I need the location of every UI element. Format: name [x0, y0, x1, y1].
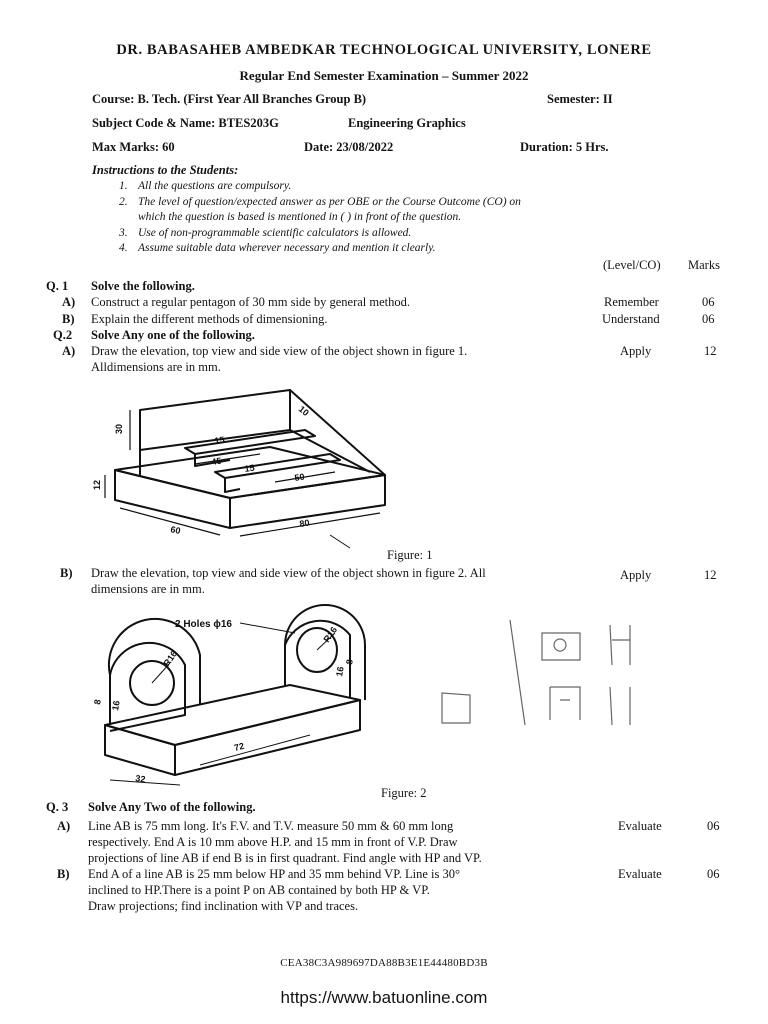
- dim-label-45: 45: [210, 455, 223, 467]
- semester: Semester: II: [547, 92, 613, 106]
- step-4: [225, 478, 240, 492]
- question-title: Solve Any one of the following.: [91, 328, 255, 342]
- question-number: Q. 3: [46, 800, 69, 814]
- question-text: Line AB is 75 mm long. It's F.V. and T.V. measure 50 mm & 60 mm long: [88, 819, 454, 833]
- dim-label-80: 80: [298, 517, 311, 529]
- dim-label-15b: 15: [243, 462, 256, 474]
- instruction-number: 2.: [119, 196, 128, 208]
- subquestion-label: B): [62, 312, 75, 326]
- question-text-cont: projections of line AB if end B is in first quadrant. Find angle with HP and VP.: [88, 851, 482, 865]
- holes-label: 2 Holes ϕ16: [175, 619, 232, 630]
- subject-code: Subject Code & Name: BTES203G: [92, 116, 279, 130]
- dim-label-16-left: 16: [110, 699, 122, 712]
- question-marks: 06: [702, 312, 715, 326]
- dim-label-60: 60: [169, 524, 182, 537]
- dim-line-72: [200, 735, 310, 765]
- figure-2-caption: Figure: 2: [381, 786, 427, 800]
- instruction-text: All the questions are compulsory.: [138, 180, 292, 192]
- dim-label-10: 10: [296, 403, 311, 418]
- instruction-item: [119, 196, 521, 208]
- question-text: Draw the elevation, top view and side view of the object shown in figure 1.: [91, 344, 468, 358]
- dim-label-r16-left: R16: [161, 648, 180, 669]
- instruction-text-cont: which the question is based is mentioned in ( ) in front of the question.: [138, 211, 462, 223]
- subquestion-label: B): [57, 867, 70, 881]
- subquestion-label: A): [62, 344, 76, 358]
- subquestion-label: B): [60, 566, 73, 580]
- instruction-text: The level of question/expected answer as per OBE or the Course Outcome (CO) on: [138, 196, 521, 208]
- left-upright: [109, 619, 200, 725]
- exam-title: Regular End Semester Examination – Summer 2022: [239, 68, 529, 83]
- dim-label-16-right: 16: [334, 665, 346, 678]
- instruction-item: [119, 242, 436, 254]
- slope-edge: [290, 390, 385, 475]
- dim-label-72: 72: [233, 740, 246, 753]
- base-front-face: [105, 725, 175, 775]
- question-title: Solve the following.: [91, 279, 195, 293]
- duration: Duration: 5 Hrs.: [520, 140, 609, 154]
- dim-label-32: 32: [134, 773, 147, 785]
- question-marks: 12: [704, 568, 717, 582]
- base-front-face: [115, 470, 230, 528]
- question-text-cont: inclined to HP.There is a point P on AB contained by both HP & VP.: [88, 883, 430, 897]
- question-title: Solve Any Two of the following.: [88, 800, 256, 814]
- question-level: Evaluate: [618, 819, 662, 833]
- paper-code: CEA38C3A989697DA88B3E1E44480BD3B: [280, 957, 488, 969]
- level-column-header: (Level/CO): [603, 258, 661, 272]
- subject-name: Engineering Graphics: [348, 116, 466, 130]
- instruction-text: Use of non-programmable scientific calculators is allowed.: [138, 227, 412, 239]
- question-text: End A of a line AB is 25 mm below HP and 35 mm behind VP. Line is 30°: [88, 867, 461, 881]
- subquestion-label: A): [62, 295, 76, 309]
- question-marks: 06: [702, 295, 715, 309]
- question-number: Q.2: [53, 328, 73, 342]
- instruction-number: 4.: [119, 242, 128, 254]
- question-marks: 06: [707, 867, 720, 881]
- question-number: Q. 1: [46, 279, 69, 293]
- instruction-number: 1.: [119, 180, 128, 192]
- leader-line: [330, 535, 350, 548]
- instruction-item: [119, 180, 292, 192]
- instruction-number: 3.: [119, 227, 128, 239]
- question-text-cont: dimensions are in mm.: [91, 582, 205, 596]
- question-text-cont: Draw projections; find inclination with VP and traces.: [88, 899, 359, 913]
- subquestion-label: A): [57, 819, 71, 833]
- question-marks: 06: [707, 819, 720, 833]
- question-level: Apply: [620, 568, 652, 582]
- course: Course: B. Tech. (First Year All Branches Group B): [92, 92, 367, 106]
- dim-label-30: 30: [114, 423, 124, 434]
- question-text: Explain the different methods of dimensioning.: [91, 312, 328, 326]
- instructions-title: Instructions to the Students:: [92, 163, 239, 177]
- dim-label-8-right: 8: [344, 658, 355, 666]
- university-name: DR. BABASAHEB AMBEDKAR TECHNOLOGICAL UNIVERSITY, LONERE: [116, 42, 652, 58]
- dim-label-50: 50: [293, 471, 306, 483]
- dim-label-r16-right: R16: [321, 624, 340, 645]
- question-level: Evaluate: [618, 867, 662, 881]
- instruction-item: [119, 227, 412, 239]
- handwritten-sketch: [430, 615, 660, 730]
- question-text: Construct a regular pentagon of 30 mm side by general method.: [91, 295, 411, 309]
- dim-label-12: 12: [92, 479, 102, 490]
- question-level: Remember: [604, 295, 659, 309]
- figure-1-caption: Figure: 1: [387, 548, 433, 562]
- instruction-text: Assume suitable data wherever necessary and mention it clearly.: [138, 242, 436, 254]
- dim-label-15a: 15: [213, 434, 226, 446]
- figure-2-drawing: [90, 605, 380, 790]
- exam-date: Date: 23/08/2022: [304, 140, 394, 154]
- question-level: Understand: [602, 312, 660, 326]
- question-text-cont: Alldimensions are in mm.: [91, 360, 221, 374]
- question-text-cont: respectively. End A is 10 mm above H.P. and 15 mm in front of V.P. Draw: [88, 835, 458, 849]
- question-text: Draw the elevation, top view and side view of the object shown in figure 2. All: [91, 566, 486, 580]
- question-marks: 12: [704, 344, 717, 358]
- source-url[interactable]: https://www.batuonline.com: [280, 988, 488, 1007]
- max-marks: Max Marks: 60: [92, 140, 175, 154]
- dim-label-8-left: 8: [92, 698, 103, 706]
- marks-column-header: Marks: [688, 258, 720, 272]
- question-level: Apply: [620, 344, 652, 358]
- holes-leader: [240, 623, 295, 633]
- figure-1-drawing: [92, 380, 400, 555]
